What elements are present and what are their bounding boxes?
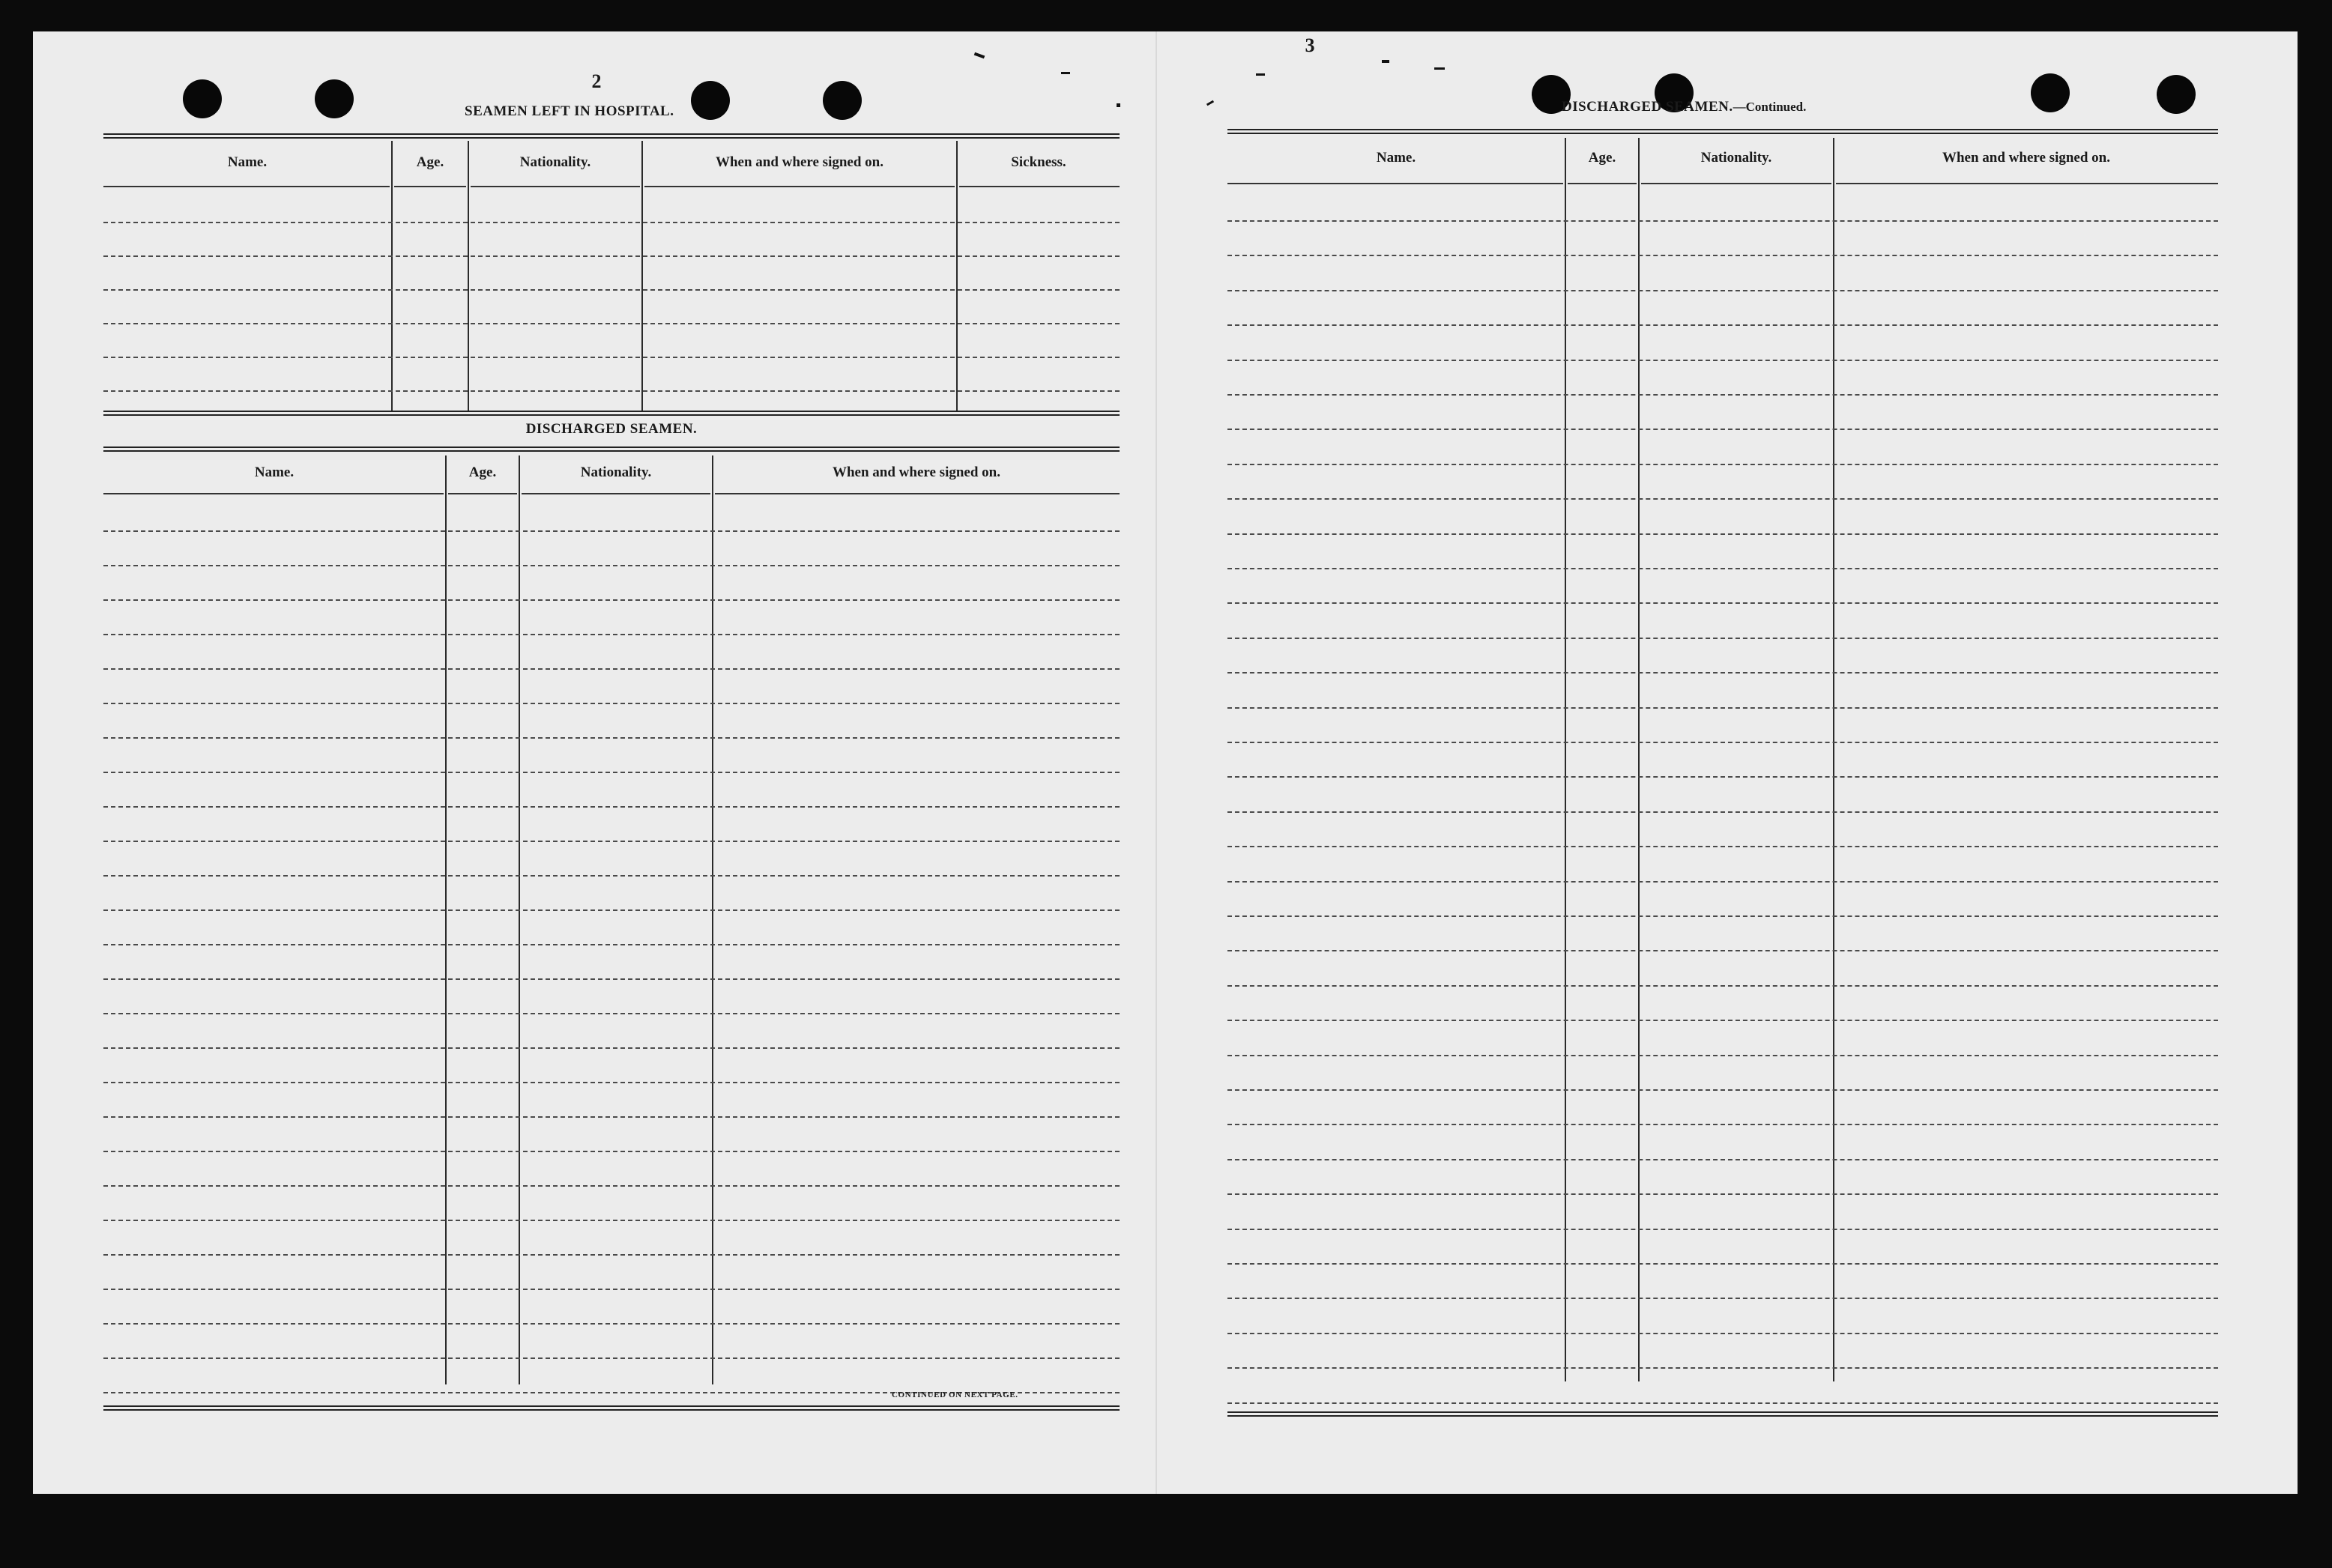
title-main: DISCHARGED SEAMEN. (1562, 99, 1733, 115)
entry-row-line (103, 1013, 1120, 1014)
ink-speck (1206, 100, 1214, 106)
entry-row-line (103, 841, 1120, 842)
entry-row-line (1227, 568, 2218, 569)
entry-row-line (103, 1151, 1120, 1152)
entry-row-line (103, 909, 1120, 911)
entry-row-line (1227, 220, 2218, 222)
entry-row-line (1227, 985, 2218, 987)
entry-row-line (1227, 464, 2218, 465)
entry-row-line (1227, 324, 2218, 326)
ink-speck (1061, 72, 1070, 74)
entry-row-line (103, 875, 1120, 877)
entry-row-line (1227, 1193, 2218, 1195)
entry-row-line (103, 530, 1120, 532)
punch-hole (2031, 73, 2070, 112)
column-header-name: Name. (1376, 150, 1416, 166)
entry-row-line (103, 1357, 1120, 1359)
discharged-continued-title (1562, 99, 1806, 115)
entry-row-line (103, 390, 1120, 392)
column-header-nationality: Nationality. (519, 154, 591, 170)
discharged-table-left (103, 447, 1120, 1420)
title-suffix: —Continued. (1733, 100, 1807, 114)
punch-hole (2157, 75, 2196, 114)
hospital-section-title: SEAMEN LEFT IN HOSPITAL. (465, 103, 674, 119)
entry-row-line (1227, 638, 2218, 639)
entry-row-line (1227, 1333, 2218, 1334)
ink-speck (1256, 73, 1265, 76)
continued-note: CONTINUED ON NEXT PAGE. (892, 1390, 1018, 1399)
entry-row-line (103, 737, 1120, 739)
entry-row-line (1227, 1089, 2218, 1091)
entry-row-line (1227, 1367, 2218, 1369)
entry-row-line (1227, 394, 2218, 396)
entry-row-line (103, 703, 1120, 704)
page-number: 2 (591, 70, 602, 92)
column-header-age: Age. (1588, 150, 1616, 166)
column-header-nationality: Nationality. (580, 464, 652, 480)
entry-row-line (1227, 1263, 2218, 1265)
column-header-age: Age. (416, 154, 444, 170)
entry-row-line (1227, 1402, 2218, 1404)
ink-speck (974, 52, 985, 59)
entry-row-line (1227, 290, 2218, 291)
left-page (33, 31, 1157, 1494)
column-header-nationality: Nationality. (1700, 150, 1772, 166)
entry-row-line (103, 1220, 1120, 1221)
entry-row-line (1227, 602, 2218, 604)
entry-row-line (103, 944, 1120, 945)
entry-row-line (1227, 360, 2218, 361)
entry-row-line (103, 255, 1120, 257)
entry-row-line (103, 634, 1120, 635)
punch-hole (183, 79, 222, 118)
entry-row-line (1227, 915, 2218, 917)
entry-row-line (103, 1254, 1120, 1256)
ink-speck (1382, 60, 1389, 63)
entry-row-line (1227, 846, 2218, 847)
entry-row-line (1227, 881, 2218, 883)
entry-row-line (1227, 950, 2218, 951)
entry-row-line (103, 772, 1120, 773)
entry-row-line (103, 323, 1120, 324)
punch-hole (691, 81, 730, 120)
discharged-section-title: DISCHARGED SEAMEN. (525, 421, 698, 437)
entry-row-line (1227, 498, 2218, 500)
entry-row-line (1227, 672, 2218, 673)
entry-row-line (103, 599, 1120, 601)
ink-speck (1434, 67, 1445, 70)
page-number: 3 (1305, 34, 1315, 56)
entry-row-line (103, 1185, 1120, 1187)
column-header-signed-on: When and where signed on. (715, 154, 883, 170)
entry-row-line (103, 668, 1120, 670)
entry-row-line (1227, 776, 2218, 778)
column-header-signed-on: When and where signed on. (832, 464, 1000, 480)
entry-row-line (1227, 1020, 2218, 1021)
entry-row-line (103, 1323, 1120, 1325)
entry-row-line (1227, 742, 2218, 743)
discharged-table-right (1227, 129, 2218, 1425)
right-page (1157, 31, 2298, 1494)
column-header-name: Name. (254, 464, 294, 480)
entry-row-line (1227, 1159, 2218, 1160)
column-header-sickness: Sickness. (1011, 154, 1066, 170)
entry-row-line (103, 1116, 1120, 1118)
entry-row-line (1227, 811, 2218, 813)
entry-row-line (103, 1082, 1120, 1083)
entry-row-line (1227, 1298, 2218, 1299)
entry-row-line (103, 1047, 1120, 1049)
punch-hole (315, 79, 354, 118)
entry-row-line (103, 289, 1120, 291)
entry-row-line (1227, 1229, 2218, 1230)
punch-hole (823, 81, 862, 120)
entry-row-line (1227, 533, 2218, 535)
entry-row-line (1227, 255, 2218, 256)
column-header-signed-on: When and where signed on. (1942, 150, 2110, 166)
entry-row-line (1227, 429, 2218, 430)
entry-row-line (103, 357, 1120, 358)
hospital-table (103, 133, 1120, 445)
entry-row-line (1227, 1124, 2218, 1125)
entry-row-line (103, 806, 1120, 808)
entry-row-line (1227, 1055, 2218, 1056)
column-header-name: Name. (227, 154, 268, 170)
ink-speck (1117, 103, 1120, 107)
entry-row-line (1227, 707, 2218, 709)
entry-row-line (103, 978, 1120, 980)
entry-row-line (103, 565, 1120, 566)
column-header-age: Age. (468, 464, 497, 480)
entry-row-line (103, 222, 1120, 223)
entry-row-line (103, 1289, 1120, 1290)
